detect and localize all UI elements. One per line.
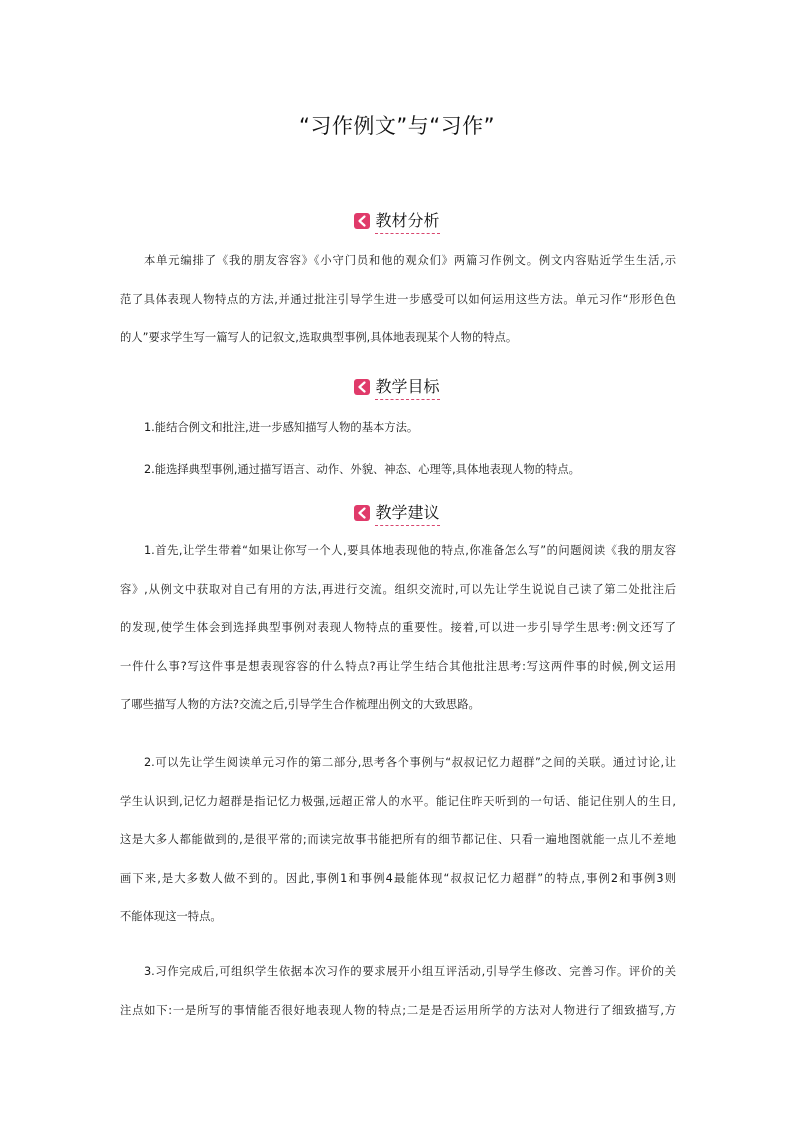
chevron-badge-icon (354, 379, 370, 395)
paragraph-line: 不能体现这一特点。 (120, 910, 222, 923)
paragraph (120, 744, 676, 937)
paragraph-line: 本单元编排了《我的朋友容容》《小守门员和他的观众们》两篇习作例文。例文内容贴近学生生活,示 (144, 254, 676, 267)
paragraph-line: 3.习作完成后,可组织学生依据本次习作的要求展开小组互评活动,引导学生修改、完善习作。评价的关 (144, 965, 676, 978)
paragraph-line: 注点如下:一是所写的事情能否很好地表现人物的特点;二是是否运用所学的方法对人物进行了细致描写,方 (120, 1003, 676, 1017)
paragraph-line: 的人”要求学生写一篇写人的记叙文,选取典型事例,具体地表现某个人物的特点。 (120, 331, 518, 344)
chevron-badge-icon (354, 505, 370, 521)
paragraph (120, 409, 676, 448)
section-heading-suggestions (0, 500, 794, 526)
paragraph (120, 953, 676, 1030)
document-title: “习作例文”与“习作” (298, 114, 496, 138)
paragraph-line: 2.可以先让学生阅读单元习作的第二部分,思考各个事例与“叔叔记忆力超群”之间的关联。通过讨论,让 (144, 756, 676, 769)
paragraph-line: 1.能结合例文和批注,进一步感知描写人物的基本方法。 (144, 421, 419, 434)
section-heading-analysis (0, 208, 794, 234)
paragraph-line: 范了具体表现人物特点的方法,并通过批注引导学生进一步感受可以如何运用这些方法。单元习作“形形色色 (120, 292, 676, 306)
paragraph-line: 画下来,是大多数人做不到的。因此,事例1和事例4最能体现“叔叔记忆力超群”的特点,事例2和事例3则 (120, 871, 676, 885)
section-heading-label: 教材分析 (375, 208, 439, 234)
paragraph-line: 容》,从例文中获取对自己有用的方法,再进行交流。组织交流时,可以先让学生说说自己读了第二处批注后 (120, 582, 676, 596)
paragraph-line: 一件什么事?写这件事是想表现容容的什么特点?再让学生结合其他批注思考:写这两件事的时候,例文运用 (120, 659, 676, 673)
paragraph-line: 2.能选择典型事例,通过描写语言、动作、外貌、神态、心理等,具体地表现人物的特点。 (144, 463, 580, 476)
paragraph (120, 532, 676, 725)
paragraph (120, 242, 676, 358)
paragraph-line: 1.首先,让学生带着“如果让你写一个人,要具体地表现他的特点,你准备怎么写”的问题阅读《我的朋友容 (144, 544, 676, 557)
section-heading-label: 教学目标 (375, 374, 439, 400)
section-heading-goals (0, 374, 794, 400)
paragraph-line: 这是大多人都能做到的,是很平常的;而读完故事书能把所有的细节都记住、只看一遍地图就能一点儿不差地 (120, 833, 676, 846)
section-heading-label: 教学建议 (375, 500, 439, 526)
paragraph (120, 451, 676, 490)
paragraph-line: 学生认识到,记忆力超群是指记忆力极强,远超正常人的水平。能记住昨天听到的一句话、能记住别人的生日, (120, 794, 676, 808)
paragraph-line: 了哪些描写人物的方法?交流之后,引导学生合作梳理出例文的大致思路。 (120, 698, 480, 711)
paragraph-line: 的发现,使学生体会到选择典型事例对表现人物特点的重要性。接着,可以进一步引导学生思考:例文还写了 (120, 621, 676, 634)
chevron-badge-icon (354, 213, 370, 229)
